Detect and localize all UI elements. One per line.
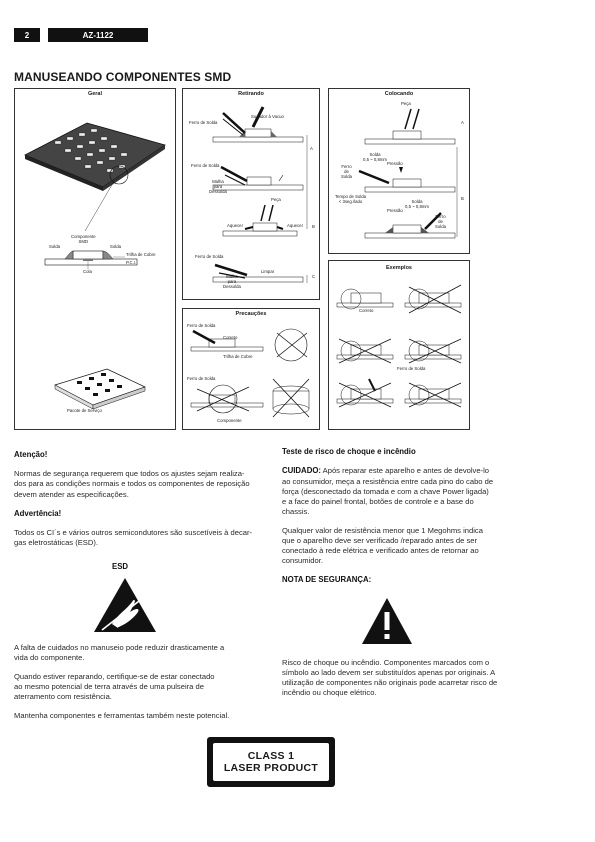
shock-test-heading: Teste de risco de choque e incêndio bbox=[282, 447, 416, 456]
advertencia-heading: Advertência! bbox=[14, 508, 62, 518]
label-ferro-solda-1: Ferro de Solda bbox=[189, 120, 218, 125]
label-solda-espessura: Solda 0,5 ~ 0,8mm bbox=[363, 152, 388, 162]
label-componente-smd: Componente SMD bbox=[71, 234, 96, 244]
label-ferro-solda: Ferro de Solda bbox=[341, 164, 352, 179]
label-aquecer-left: Aquecer bbox=[227, 223, 244, 228]
label-c: C bbox=[312, 274, 316, 279]
label-pressao: Pressão bbox=[387, 161, 403, 166]
panel-title: Colocando bbox=[384, 91, 414, 97]
label-a: A bbox=[310, 146, 313, 151]
panel-title: Geral bbox=[87, 91, 103, 97]
panel-precaucoes bbox=[182, 308, 320, 430]
label-solda-right: Solda bbox=[110, 244, 121, 249]
cuidado-paragraph bbox=[282, 466, 552, 517]
label-solda-espessura-2: Solda 0,5 ~ 0,8mm bbox=[405, 199, 430, 209]
label-malha-dessolda-2: Malha para Dessolda bbox=[223, 274, 241, 289]
page-number: 2 bbox=[14, 28, 40, 42]
panel-title: Precauções bbox=[235, 311, 267, 317]
laser-line-2: LASER PRODUCT bbox=[223, 762, 319, 774]
resistance-paragraph: Qualquer valor de resistência menor que 1 Megohms indica que o aparelho deve ser verificado /reparado antes de ser conectado à rede elétrica e verificado antes de retornar ao consumidor. bbox=[282, 526, 483, 566]
label-b: B bbox=[461, 196, 464, 201]
label-componente: Componente bbox=[217, 418, 242, 423]
label-b: B bbox=[312, 224, 315, 229]
cuidado-label: CUIDADO: bbox=[282, 466, 321, 476]
label-solda-left: Solda bbox=[49, 244, 60, 249]
exemplos-illustration bbox=[329, 261, 471, 431]
atencao-heading: Atenção! bbox=[14, 450, 48, 459]
laser-line-1: CLASS 1 bbox=[247, 749, 295, 762]
label-ferro-solda-3: Ferro de Solda bbox=[195, 254, 224, 259]
esd-label: ESD bbox=[112, 562, 129, 571]
label-tempo-solda: Tempo de Solda < 3seg./lado bbox=[335, 194, 367, 204]
panel-geral bbox=[14, 88, 176, 430]
panel-colocando bbox=[328, 88, 470, 254]
atencao-text: Normas de segurança requerem que todos os ajustes sejam realiza- dos para as condições normais e todos os componentes de reposição devem atender as especificações. bbox=[14, 469, 250, 499]
esd-warning-icon bbox=[88, 562, 162, 636]
label-correto: Correto bbox=[223, 335, 238, 340]
label-sugador: Sugador à Vacuo bbox=[251, 114, 284, 119]
model-number: AZ-1122 bbox=[48, 28, 148, 42]
panel-exemplos bbox=[328, 260, 470, 430]
label-ferro-solda-2: Ferro de Solda bbox=[435, 214, 446, 229]
label-ferro-solda: Ferro de Solda bbox=[397, 366, 426, 371]
advertencia-text: Todos os CI´s e vários outros semicondutores são suscetíveis à decar- gas eletrostáticas (ESD). bbox=[14, 528, 253, 548]
label-aquecer-right: Aquecer bbox=[287, 223, 304, 228]
label-pci: P.C.I. bbox=[126, 260, 137, 265]
esd-para-2: Quando estiver reparando, certifique-se de estar conectado ao mesmo potencial de terra através de uma pulseira de aterramento com resistência. bbox=[14, 672, 215, 702]
label-trilha-cobre: Trilha de Cobre bbox=[223, 354, 253, 359]
label-trilha-cobre: Trilha de Cobre bbox=[126, 252, 156, 257]
label-pressao-2: Pressão bbox=[387, 208, 403, 213]
label-pacote-servico: Pacote de Serviço bbox=[67, 408, 102, 413]
label-a: A bbox=[461, 120, 464, 125]
label-limpar: Limpar bbox=[261, 269, 275, 274]
laser-class-label bbox=[207, 737, 335, 787]
warning-symbol bbox=[360, 596, 414, 646]
left-column bbox=[14, 450, 276, 548]
label-peca: Peça bbox=[401, 101, 411, 106]
risk-text: Risco de choque ou incêndio. Componentes marcados com o símbolo ao lado devem ser substituídos apenas por originais. A utilização de componentes não originais pode acarretar risco de incêndio ou choque elétrico. bbox=[282, 658, 498, 698]
page-title: MANUSEANDO COMPONENTES SMD bbox=[14, 70, 232, 84]
panel-retirando bbox=[182, 88, 320, 300]
label-ferro-solda-1: Ferro de Solda bbox=[187, 323, 216, 328]
panel-title: Exemplos bbox=[386, 265, 412, 271]
label-cola: Cola bbox=[83, 269, 92, 274]
esd-para-3: Mantenha componentes e ferramentas também neste potencial. bbox=[14, 711, 230, 721]
nota-seguranca-heading: NOTA DE SEGURANÇA: bbox=[282, 575, 372, 585]
label-correto: Correto bbox=[359, 308, 374, 313]
label-malha-dessolda: Malha para Dessolda bbox=[209, 179, 227, 194]
label-ferro-solda-2: Ferro de Solda bbox=[187, 376, 216, 381]
panel-title: Retirando bbox=[238, 91, 264, 97]
right-column bbox=[282, 447, 552, 586]
esd-para-1: A falta de cuidados no manuseio pode reduzir drasticamente a vida do componente. bbox=[14, 643, 225, 663]
label-ferro-solda-2: Ferro de Solda bbox=[191, 163, 220, 168]
exclamation-triangle-icon bbox=[360, 596, 414, 646]
cuidado-text: Após reparar este aparelho e antes de devolve-lo ao consumidor, meça a resistência entre cada pino do cabo de força (desconectado da tomada e com a chave Power ligada) e a face do painel frontal, botões de controle e a base do chassis. bbox=[282, 466, 494, 516]
label-peca: Peça bbox=[271, 197, 281, 202]
geral-illustration bbox=[15, 89, 177, 431]
left-column-lower bbox=[14, 643, 276, 722]
esd-symbol bbox=[88, 562, 162, 636]
